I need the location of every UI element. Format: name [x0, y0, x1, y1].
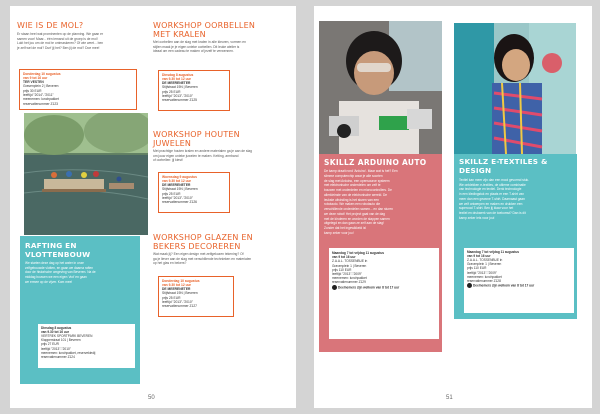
- etextiles-text-8: textiel en drukwerk van de toekomst? Dan is dit: [459, 210, 526, 215]
- page-left: [10, 6, 296, 408]
- arduino-text-10: we deze robot! Het project gaat van de dag: [324, 211, 385, 216]
- arduino-text-12: uitgelegd en dan gaan ze zelf aan de slag!: [324, 221, 384, 226]
- etextiles-photo: [454, 23, 576, 154]
- section-mol: [17, 21, 145, 51]
- glazen-text-3: op het glas en bekers?: [153, 261, 187, 266]
- mol-text-1: Er staan heel wat prominenten op de planning. We gaan er: [17, 32, 104, 36]
- info-venue: DE MEERENETER: [162, 81, 191, 86]
- info-time: van 9.30 tot 12 uur: [162, 178, 191, 183]
- section-glazen: [153, 233, 293, 266]
- info-price: prijs 25 EUR: [162, 295, 181, 300]
- rafting-panel: [20, 236, 140, 384]
- arduino-text: [324, 169, 440, 236]
- arduino-text-1: De kamp draait rond 'Arduino'. Maar wat is het? Een: [324, 169, 398, 173]
- info-address: Stijfstraat 19N | Beveren: [162, 187, 198, 192]
- info-time: van 9 tot 16 uur: [467, 253, 491, 258]
- houten-title-2: JUWELEN: [153, 139, 192, 148]
- info-reservation: reservatienummer Z128: [467, 278, 501, 283]
- info-price: prijs 30 EUR: [23, 88, 42, 93]
- info-date: Dinsdag 8 augustus: [162, 72, 194, 77]
- etextiles-text-4: in een kledingstuk en plaats er een T-shirt van: [459, 192, 524, 197]
- clock-icon: [332, 285, 337, 290]
- mol-text-4: je zelf wel de mol? Durf jij het? Ben jij de mol? Doe mee!: [17, 46, 100, 51]
- arduino-text-7: leukste uitvinding is het sturen van een: [324, 197, 379, 202]
- info-reservation: reservatienummer Z124: [41, 354, 75, 359]
- etextiles-text-7: supercool T-shirt. Ben jij klaar voor het: [459, 206, 514, 211]
- etextiles-text-5: meer dan een gewone T-shirt. Daarnaast gaan: [459, 196, 525, 201]
- info-time: van 9 tot 16 uur: [332, 255, 356, 260]
- info-address: Gravenplein 2 | Beveren: [23, 84, 59, 89]
- oorbellen-title-2: MET KRALEN: [153, 30, 206, 39]
- rafting-text-4: middag bouwen we een eigen 'vlot' en gaan: [25, 275, 87, 280]
- etextiles-info-box: [464, 248, 574, 313]
- arduino-text-5: bouwen met onderdelen en microcontrollers. De: [324, 188, 392, 192]
- info-address: Stijfstraat 19N | Beveren: [162, 291, 198, 296]
- houten-text-3: of oorbellen: jij kiest!: [153, 158, 183, 163]
- arduino-photo: [319, 21, 442, 154]
- arduino-text-4: met elektronische onderdelen om zelf te: [324, 183, 381, 188]
- info-venue: TER VESTEN: [23, 80, 44, 85]
- info-price: prijs 25 EUR: [162, 89, 181, 94]
- info-age: leeftijd "2013"-"2009": [332, 272, 362, 277]
- section-houten: [153, 130, 293, 163]
- info-venue: DE MEERENETER: [162, 287, 191, 292]
- info-date: Maandag 7 tot vrijdag 11 augustus: [467, 249, 520, 254]
- houten-info-box: [158, 172, 230, 213]
- info-date: Donderdag 10 augustus: [162, 278, 200, 283]
- info-reservation: reservatienummer Z127: [162, 304, 197, 309]
- glazen-text-1: Wat maak jij? Een eigen design met zelfgekozen tekening? Of: [153, 252, 244, 256]
- rafting-photo: [24, 113, 148, 235]
- info-bring: meenemen: lunchpakket: [467, 274, 502, 279]
- oorbellen-text-2: stijlen maak je je eigen unieke oorbellen. Dit leuke atelier is: [153, 44, 240, 49]
- info-age: leeftijd "2013"-"2010": [162, 299, 193, 304]
- info-reservation: reservatienummer Z123: [23, 101, 58, 106]
- info-bring: meenemen: lunchpakket: [23, 97, 59, 102]
- info-price: prijs 110 EUR: [467, 266, 487, 271]
- arduino-title: SKILLZ ARDUINO AUTO: [324, 158, 427, 167]
- rafting-text: [25, 261, 137, 285]
- oorbellen-info-box: [158, 70, 230, 111]
- etextiles-title: [459, 158, 548, 175]
- glazen-title-2: BEKERS DECOREREN: [153, 242, 241, 251]
- info-welcome-text: Deelnemers zijn welkom van 8 tot 17 uur: [338, 284, 400, 289]
- info-reservation: reservatienummer Z126: [162, 200, 197, 205]
- arduino-panel: [319, 154, 442, 352]
- arduino-text-11: met de kinderen en worden de stappen samen: [324, 216, 390, 221]
- info-age: leeftijd "2013"-"2009": [467, 270, 497, 275]
- arduino-text-3: de slag met Arduino, een opensource systeem: [324, 178, 390, 183]
- rafting-text-2: zelfgebouwde vlotten, en gaan we daarna raften: [25, 265, 94, 270]
- info-time: van 9.30 tot 12 uur: [162, 282, 191, 287]
- info-address: Gravenplein 1 | Beveren: [332, 263, 367, 268]
- etextiles-text-2: We ontdekken e-textiles, de ultieme combinatie: [459, 182, 526, 187]
- etextiles-text-9: kamp zeker iets voor jou!: [459, 215, 495, 220]
- info-age: leeftijd "2013"-"2010": [162, 195, 193, 200]
- page-number-left: 50: [148, 395, 155, 401]
- arduino-photo-illustration: [319, 21, 442, 154]
- info-bring: meenemen: lunchpakket: [332, 276, 367, 281]
- clock-icon: [467, 283, 472, 288]
- arduino-text-8: robotauto. We maken een robotauto die: [324, 202, 381, 207]
- etextiles-text-1: Textiel kan meer zijn dan een mooi gevormd stuk.: [459, 178, 529, 182]
- info-date: Dinsdag 8 augustus: [41, 325, 72, 330]
- info-welcome: [332, 285, 436, 290]
- info-bring: meenemen: lunchpakket, reservekledij: [41, 350, 96, 355]
- info-welcome-text: Deelnemers zijn welkom van 8 tot 17 uur: [473, 283, 535, 288]
- glazen-title-1: WORKSHOP GLAZEN EN: [153, 233, 253, 242]
- arduino-text-6: allerkleinste van de elektronische wereld. De: [324, 192, 388, 197]
- glazen-text-2: ga je liever aan de slag met verschillende technieken en materialen: [153, 256, 252, 261]
- arduino-info-box: [329, 248, 439, 339]
- etextiles-text-6: we zelf ontwerpen en maken en drukken een: [459, 201, 523, 206]
- houten-text-1: Met prachtige houten kralen en andere materialen ga je aan de slag: [153, 149, 252, 153]
- mol-text-2: samen voor! Maar... één iemand uit de groep is de mol!: [17, 36, 98, 41]
- rafting-photo-illustration: [24, 113, 148, 235]
- rafting-text-1: We starten deze dag op het water in onze: [25, 261, 84, 265]
- page-right: [314, 6, 592, 408]
- glazen-info-box: [158, 276, 234, 317]
- rafting-title-1: RAFTING EN: [25, 241, 77, 250]
- info-time: van 9 tot 16 uur: [23, 75, 48, 80]
- arduino-text-2: slimme computerchip waar je alle soorten: [324, 173, 383, 178]
- info-time: van 9.30 tot 16 uur: [41, 329, 69, 334]
- oorbellen-text-3: ideaal om een cadeau te maken of jezelf te verwennen.: [153, 49, 234, 54]
- etextiles-panel: [454, 154, 577, 319]
- etextiles-title-2: DESIGN: [459, 165, 492, 175]
- houten-text-2: om jouw eigen unieke juwelen te maken. Ketting, armband: [153, 153, 239, 158]
- rafting-title: [25, 242, 90, 259]
- info-reservation: reservatienummer Z129: [332, 280, 366, 285]
- info-date: Donderdag 10 augustus: [23, 71, 61, 76]
- info-address: Gravenplein 1 | Beveren: [467, 262, 502, 267]
- mol-text-3: Lukt het jou om de mol te ontmaskeren? Of wie weet... ben: [17, 41, 104, 46]
- etextiles-title-1: SKILLZ E-TEXTILES &: [459, 157, 548, 166]
- rafting-info-box: [38, 324, 135, 368]
- oorbellen-title-1: WORKSHOP OORBELLEN: [153, 21, 256, 30]
- info-age: leeftijd "2013"-"2010": [162, 93, 193, 98]
- info-price: prijs 25 EUR: [162, 191, 181, 196]
- info-date: Woensdag 9 augustus: [162, 174, 197, 179]
- info-venue: Z.A.A.L. TOSSENBUE in: [332, 259, 368, 264]
- info-venue: VERTREK SPORTPARK BEVEREN: [41, 333, 93, 338]
- info-address: Stijfstraat 19N | Beveren: [162, 85, 198, 90]
- page-number-right: 51: [446, 395, 453, 401]
- etextiles-photo-illustration: [454, 23, 576, 154]
- rafting-title-2: VLOTTENBOUW: [25, 249, 91, 259]
- info-reservation: reservatienummer Z125: [162, 98, 197, 103]
- arduino-text-9: verschillende onderdelen samen... en dan sturen: [324, 207, 393, 211]
- etextiles-text-3: van technologie en textiel. Denk technologie: [459, 187, 522, 192]
- info-time: van 9.30 tot 12 uur: [162, 76, 191, 81]
- mol-title: WIE IS DE MOL?: [17, 21, 84, 30]
- info-price: prijs 27 EUR: [41, 342, 59, 347]
- info-venue: Z.A.A.L. TOSSENBUE in: [467, 257, 503, 262]
- section-oorbellen: [153, 21, 293, 54]
- info-welcome: [467, 283, 571, 288]
- info-venue: DE MEERENETER: [162, 183, 191, 188]
- rafting-text-5: we ermee op de vijver. Kom mee!: [25, 279, 73, 284]
- info-age: leeftijd "2013"-"2010": [41, 346, 71, 351]
- arduino-text-14: kamp zeker voor jou!: [324, 230, 354, 235]
- info-age: leeftijd "2014"-"2011": [23, 92, 54, 97]
- info-price: prijs 110 EUR: [332, 267, 352, 272]
- rafting-text-3: door de historische omgeving van Beveren. Na de: [25, 270, 96, 275]
- houten-title-1: WORKSHOP HOUTEN: [153, 130, 240, 139]
- info-date: Maandag 7 tot vrijdag 11 augustus: [332, 251, 385, 255]
- info-address: Klapperstraat 101 | Beveren: [41, 338, 81, 343]
- mol-info-box: [19, 69, 137, 110]
- oorbellen-text-1: Met oorbellen aan de slag met kralen in alle kleuren, vormen en: [153, 40, 246, 44]
- arduino-text-13: Zonder dat het ingewikkeld is!: [324, 226, 367, 230]
- etextiles-text: [459, 178, 576, 220]
